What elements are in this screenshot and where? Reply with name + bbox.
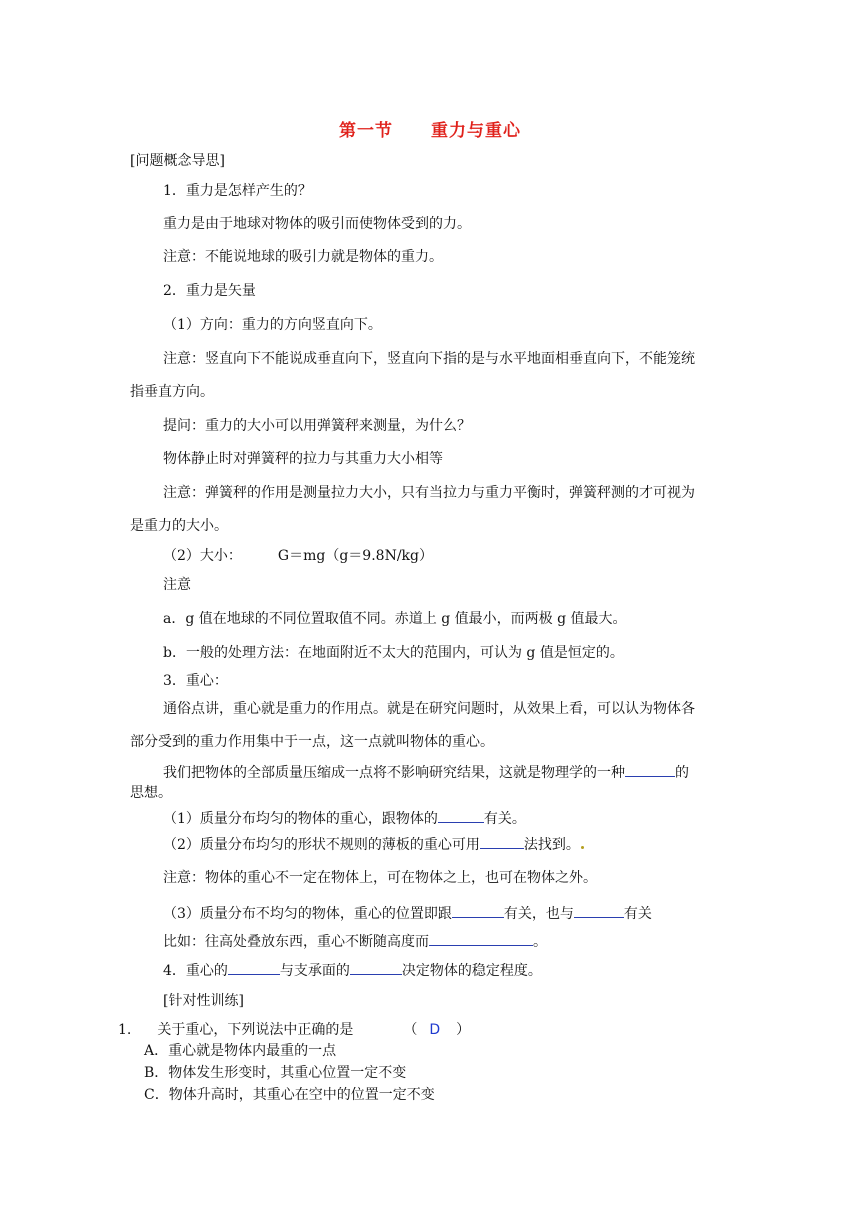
exercise-1-paren-open: （ [403, 1022, 418, 1038]
uniform-line-2 [163, 834, 585, 854]
mark-dot [581, 846, 584, 849]
question-4-mid: 与支承面的 [279, 963, 350, 979]
uniform-text-2-end: 法找到。 [523, 837, 580, 853]
question-4-end: 决定物体的稳定程度。 [401, 963, 542, 979]
exercise-1-answer: D [429, 1022, 441, 1038]
question-4-text: 4．重心的 [163, 963, 228, 979]
uniform-text-1-end: 有关。 [483, 811, 526, 827]
note-b: b．一般的处理方法：在地面附近不太大的范围内，可认为 g 值是恒定的。 [163, 645, 624, 661]
nonuniform-text: （3）质量分布不均匀的物体，重心的位置即跟 [163, 906, 452, 922]
example-line [163, 931, 547, 951]
exercise-1-number: 1. [118, 1022, 132, 1038]
model-text: 我们把物体的全部质量压缩成一点将不影响研究结果，这就是物理学的一种 [163, 765, 625, 781]
direction-paragraph: （1）方向：重力的方向竖直向下。 [163, 317, 382, 333]
fill-blank-model[interactable] [625, 762, 675, 777]
page-title [0, 116, 860, 141]
direction-note-line-2: 指垂直方向。 [130, 384, 214, 400]
training-header: [针对性训练] [163, 993, 244, 1009]
model-paragraph-line-2: 思想。 [130, 785, 172, 801]
nonuniform-mid: 有关，也与 [503, 906, 574, 922]
title-topic: 重力与重心 [431, 121, 521, 141]
example-end: 。 [533, 934, 547, 950]
nonuniform-line [163, 903, 652, 923]
uniform-line-1 [163, 808, 526, 828]
example-text: 比如：往高处叠放东西，重心不断随高度而 [163, 934, 429, 950]
spring-note-line-1: 注意：弹簧秤的作用是测量拉力大小，只有当拉力与重力平衡时，弹簧秤测的才可视为 [163, 485, 695, 501]
spring-note-line-2: 是重力的大小。 [130, 518, 228, 534]
size-label: （2）大小： [163, 548, 242, 564]
exercise-1-question: 关于重心，下列说法中正确的是 [157, 1022, 354, 1038]
exercise-1-paren-close: ） [456, 1022, 471, 1038]
center-of-gravity-line-2: 部分受到的重力作用集中于一点，这一点就叫物体的重心。 [130, 734, 494, 750]
exercise-1-stem [118, 1021, 470, 1039]
question-1-answer: 重力是由于地球对物体的吸引而使物体受到的力。 [163, 216, 471, 232]
question-1-text: 1．重力是怎样产生的？ [163, 183, 312, 199]
note-word: 注意 [163, 577, 191, 593]
uniform-text-1: （1）质量分布均匀的物体的重心，跟物体的 [163, 811, 438, 827]
question-4 [163, 960, 542, 980]
question-1-note: 注意：不能说地球的吸引力就是物体的重力。 [163, 249, 443, 265]
note-a: a．g 值在地球的不同位置取值不同。赤道上 g 值最小，而两极 g 值最大。 [163, 611, 627, 627]
guide-header: [问题概念导思] [130, 153, 225, 169]
fill-blank-uniform-2[interactable] [480, 834, 524, 849]
model-paragraph-line-1 [163, 762, 689, 782]
direction-note-line-1: 注意：竖直向下不能说成垂直向下，竖直向下指的是与水平地面相垂直向下，不能笼统 [163, 351, 695, 367]
exercise-1-option-c: C．物体升高时，其重心在空中的位置一定不变 [144, 1087, 435, 1103]
exercise-1-option-b: B．物体发生形变时，其重心位置一定不变 [144, 1065, 407, 1081]
size-paragraph [163, 547, 433, 565]
exercise-1-option-a: A．重心就是物体内最重的一点 [144, 1043, 337, 1059]
question-ask: 提问：重力的大小可以用弹簧秤来测量，为什么？ [163, 418, 471, 434]
center-of-gravity-line-1: 通俗点讲，重心就是重力的作用点。就是在研究问题时，从效果上看，可以认为物体各 [163, 701, 695, 717]
fill-blank-nonuniform-1[interactable] [452, 903, 504, 918]
fill-blank-q4-1[interactable] [228, 960, 280, 975]
size-formula: G＝mg（g＝9.8N/kg） [277, 548, 433, 564]
model-text-end: 的 [675, 765, 689, 781]
fill-blank-uniform-1[interactable] [438, 808, 484, 823]
uniform-text-2: （2）质量分布均匀的形状不规则的薄板的重心可用 [163, 837, 480, 853]
fill-blank-example[interactable] [429, 931, 533, 946]
question-3: 3．重心： [163, 673, 228, 689]
title-section-number: 第一节 [339, 121, 393, 141]
question-1 [163, 182, 312, 200]
outside-note: 注意：物体的重心不一定在物体上，可在物体之上，也可在物体之外。 [163, 870, 597, 886]
nonuniform-end: 有关 [623, 906, 652, 922]
ask-answer: 物体静止时对弹簧秤的拉力与其重力大小相等 [163, 451, 443, 467]
fill-blank-q4-2[interactable] [350, 960, 402, 975]
question-2: 2．重力是矢量 [163, 283, 256, 299]
fill-blank-nonuniform-2[interactable] [574, 903, 624, 918]
